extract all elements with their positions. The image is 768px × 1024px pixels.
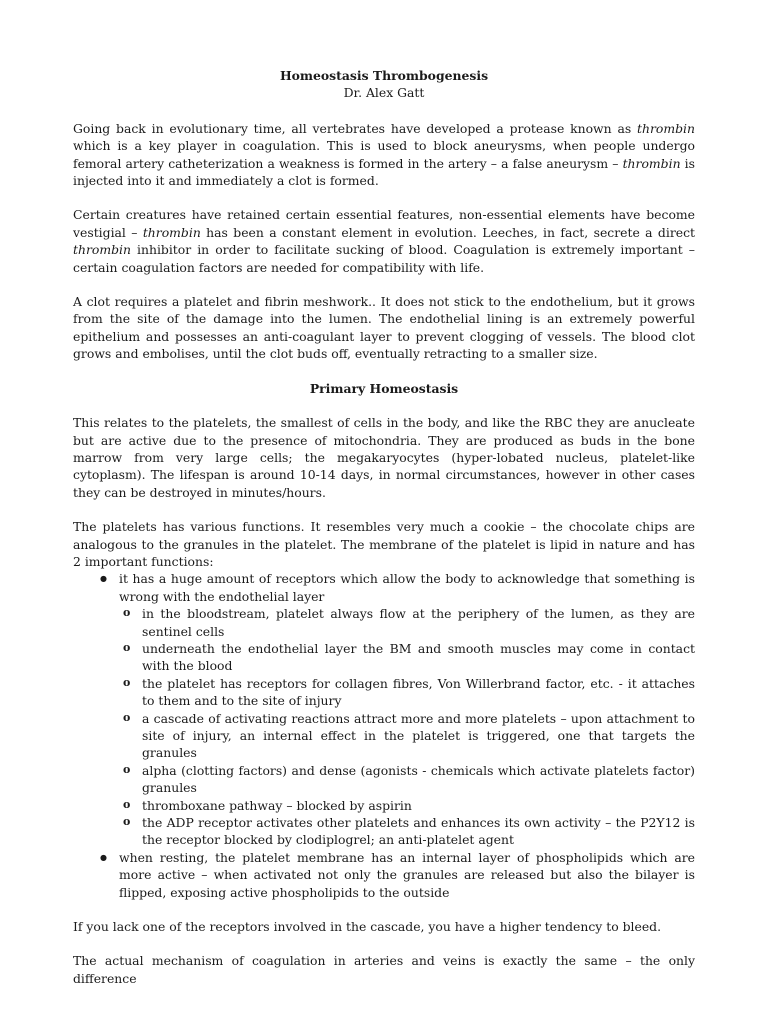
- section-heading-primary-homeostasis: Primary Homeostasis: [309, 380, 459, 396]
- paragraph-platelet-functions: The platelets has various functions. It resembles very much a cookie – the chocolate chips are analogous to the granules in the platelet. The membrane of the platelet is lipid in nature and has 2 important functions:: [73, 519, 695, 569]
- sub-list-item: o the platelet has receptors for collagen fibres, Von Willerbrand factor, etc. - it attaches to them and to the site of injury: [73, 675, 695, 710]
- paragraph-receptors: If you lack one of the receptors involved in the cascade, you have a higher tendency to bleed.: [73, 919, 662, 935]
- paragraph-vestigial: Certain creatures have retained certain essential features, non-essential elements have become vestigial – thrombin has been a constant element in evolution. Leeches, in fact, secrete a direct thrombin inhibitor in order to facilitate sucking of blood. Coagulation is extremely important – certain coagulation factors are needed for compatibility with life.: [73, 207, 695, 275]
- list-item: ● when resting, the platelet membrane has an internal layer of phospholipids which are more active – when activated not only the granules are released but also the bilayer is flipped, exposing active phospholipids to the outside: [73, 849, 695, 901]
- paragraph-clot: A clot requires a platelet and fibrin meshwork.. It does not stick to the endothelium, but it grows from the site of the damage into the lumen. The endothelial lining is an extremely powerful epithelium and possesses an anti-coagulant layer to prevent clogging of vessels. The blood clot grows and embolises, until the clot buds off, eventually retracting to a smaller size.: [73, 294, 695, 362]
- sub-list-item: o thromboxane pathway – blocked by aspirin: [73, 797, 695, 814]
- sub-list-item: o in the bloodstream, platelet always flow at the periphery of the lumen, as they are sentinel cells: [73, 605, 695, 640]
- function-list: [73, 570, 695, 901]
- document-title: Homeostasis Thrombogenesis: [279, 68, 489, 83]
- paragraph-platelets: This relates to the platelets, the smallest of cells in the body, and like the RBC they are anucleate but are active due to the presence of mitochondria. They are produced as buds in the bone marrow from very large cells; the megakaryocytes (hyper-lobated nucleus, platelet-like cytoplasm). The lifespan is around 10-14 days, in normal circumstances, however in other cases they can be destroyed in minutes/hours.: [73, 415, 695, 500]
- sub-list-item: o underneath the endothelial layer the BM and smooth muscles may come in contact with the blood: [73, 640, 695, 675]
- sub-list-item: o the ADP receptor activates other platelets and enhances its own activity – the P2Y12 is the receptor blocked by clodiplogrel; an anti-platelet agent: [73, 814, 695, 849]
- sub-list-item: o alpha (clotting factors) and dense (agonists - chemicals which activate platelets factor) granules: [73, 762, 695, 797]
- paragraph-mechanism: The actual mechanism of coagulation in arteries and veins is exactly the same – the only difference: [73, 953, 695, 986]
- paragraph-thrombin-evolution: Going back in evolutionary time, all vertebrates have developed a protease known as thrombin which is a key player in coagulation. This is used to block aneurysms, when people undergo femoral artery catheterization a weakness is formed in the artery – a false aneurysm – thrombin is injected into it and immediately a clot is formed.: [73, 120, 696, 189]
- list-item: ● it has a huge amount of receptors which allow the body to acknowledge that something is wrong with the endothelial layer: [73, 570, 695, 605]
- sub-list-item: o a cascade of activating reactions attract more and more platelets – upon attachment to site of injury, an internal effect in the platelet is triggered, one that targets the granules: [73, 710, 695, 762]
- document-author: Dr. Alex Gatt: [343, 85, 425, 101]
